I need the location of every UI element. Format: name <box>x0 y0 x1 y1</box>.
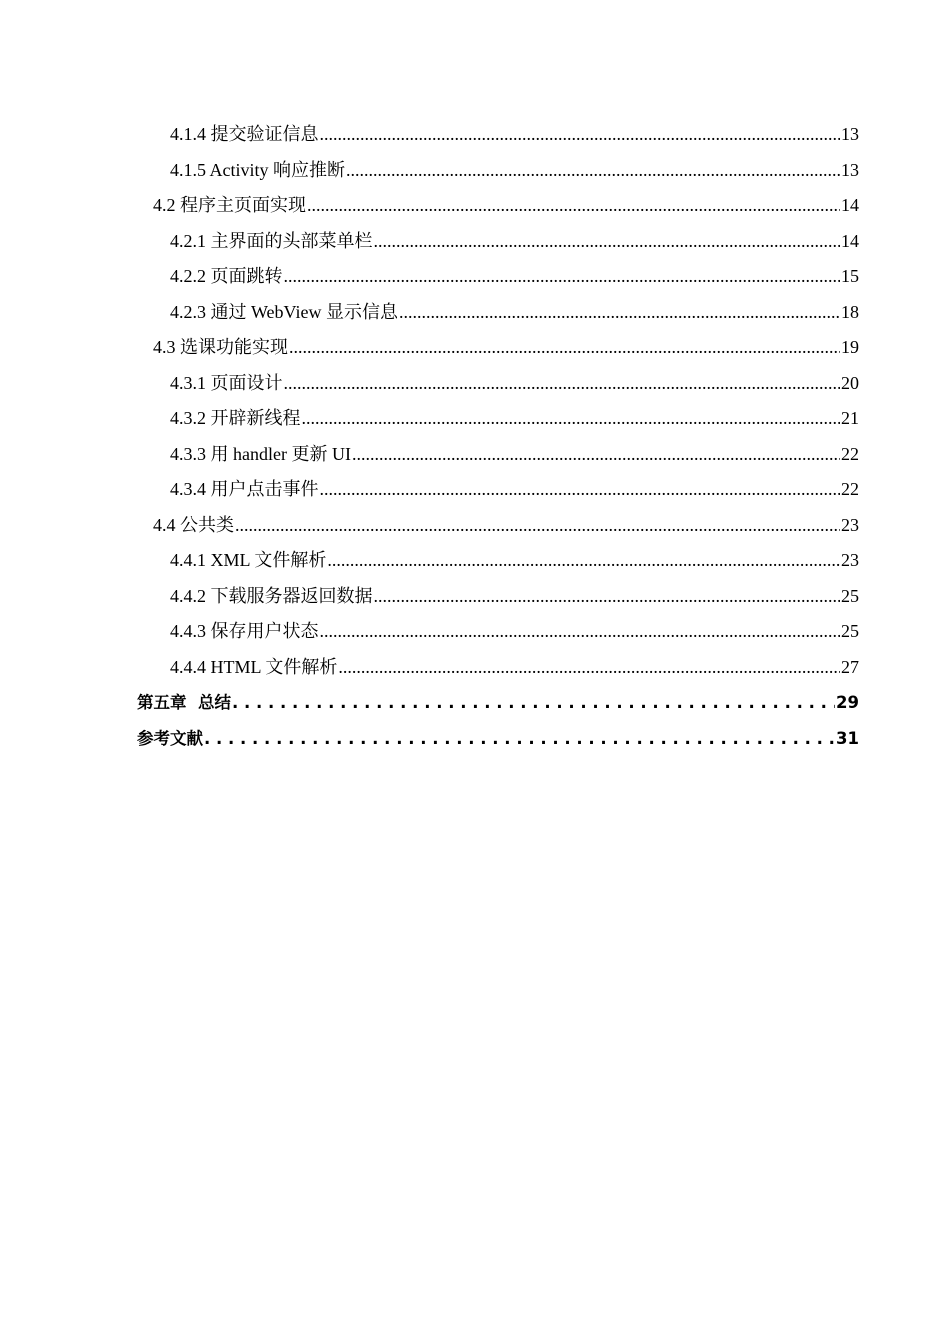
toc-entry-title: 参考文献 <box>137 728 203 748</box>
toc-leader-dots <box>289 330 840 366</box>
toc-entry-page: 14 <box>841 230 859 251</box>
toc-entry[interactable] <box>137 472 859 508</box>
toc-entry[interactable] <box>137 650 859 686</box>
toc-entry-page: 18 <box>841 301 859 322</box>
toc-entry[interactable] <box>137 543 859 579</box>
toc-entry-title: 4.3.3 用 handler 更新 UI <box>170 443 351 464</box>
toc-entry-title: 4.2.3 通过 WebView 显示信息 <box>170 301 398 322</box>
toc-leader-dots <box>352 437 840 473</box>
toc-entry-title: 4.3.4 用户点击事件 <box>170 479 319 499</box>
toc-leader-dots <box>346 153 840 189</box>
toc-leader-dots <box>235 508 840 544</box>
toc-entry[interactable] <box>137 366 859 402</box>
toc-entry-page: 13 <box>841 124 859 144</box>
toc-entry-page: 21 <box>841 408 859 428</box>
toc-entry[interactable] <box>137 579 859 615</box>
toc-entry-title: 4.2.1 主界面的头部菜单栏 <box>170 230 373 251</box>
toc-entry-title: 4.3 选课功能实现 <box>153 337 288 357</box>
toc-entry-page: 23 <box>841 550 859 570</box>
toc-entry-page: 14 <box>841 195 859 215</box>
toc-leader-dots <box>320 117 841 153</box>
toc-entry[interactable] <box>137 401 859 437</box>
toc-entry-title: 4.4.2 下载服务器返回数据 <box>170 585 373 606</box>
toc-entry[interactable] <box>137 153 859 189</box>
toc-leader-dots <box>307 188 840 224</box>
toc-entry-title: 4.1.5 Activity 响应推断 <box>170 159 345 180</box>
toc-leader-dots <box>320 614 841 650</box>
toc-entry-page: 25 <box>841 621 859 641</box>
toc-entry-title: 4.2 程序主页面实现 <box>153 195 306 215</box>
toc-entry-title: 4.3.2 开辟新线程 <box>170 408 301 428</box>
toc-entry-page: 22 <box>841 443 859 464</box>
toc-leader-dots <box>320 472 841 508</box>
toc-entry[interactable] <box>137 330 859 366</box>
toc-entry-page: 19 <box>841 337 859 357</box>
toc-leader-dots <box>232 685 835 721</box>
table-of-contents <box>137 117 859 756</box>
toc-leader-dots <box>327 543 840 579</box>
toc-entry-page: 23 <box>841 514 859 535</box>
toc-entry-title: 4.4 公共类 <box>153 514 234 535</box>
toc-entry-title: 第五章 总结 <box>137 693 231 712</box>
toc-leader-dots <box>399 295 840 331</box>
toc-entry-page: 15 <box>841 266 859 286</box>
toc-entry-page: 25 <box>841 585 859 606</box>
toc-entry[interactable] <box>137 508 859 544</box>
toc-entry-title: 4.4.4 HTML 文件解析 <box>170 656 338 677</box>
toc-entry-page: 22 <box>841 479 859 499</box>
toc-leader-dots <box>374 224 841 260</box>
toc-entry[interactable] <box>137 614 859 650</box>
toc-entry[interactable] <box>137 188 859 224</box>
toc-entry[interactable] <box>137 295 859 331</box>
toc-leader-dots <box>338 650 840 686</box>
toc-entry-page: 31 <box>836 728 859 748</box>
toc-leader-dots <box>374 579 841 615</box>
toc-entry[interactable] <box>137 117 859 153</box>
toc-entry[interactable] <box>137 224 859 260</box>
toc-entry-title: 4.2.2 页面跳转 <box>170 266 283 286</box>
toc-entry-title: 4.3.1 页面设计 <box>170 372 283 393</box>
toc-chapter-entry[interactable] <box>137 685 859 721</box>
toc-entry-page: 29 <box>836 693 859 712</box>
toc-chapter-entry[interactable] <box>137 721 859 757</box>
toc-entry[interactable] <box>137 437 859 473</box>
toc-entry-page: 27 <box>841 656 859 677</box>
toc-entry-title: 4.1.4 提交验证信息 <box>170 124 319 144</box>
toc-entry[interactable] <box>137 259 859 295</box>
toc-entry-title: 4.4.3 保存用户状态 <box>170 621 319 641</box>
toc-entry-page: 20 <box>841 372 859 393</box>
toc-entry-title: 4.4.1 XML 文件解析 <box>170 550 327 570</box>
toc-leader-dots <box>284 366 841 402</box>
toc-leader-dots <box>204 721 835 757</box>
toc-leader-dots <box>302 401 841 437</box>
toc-entry-page: 13 <box>841 159 859 180</box>
toc-leader-dots <box>284 259 841 295</box>
